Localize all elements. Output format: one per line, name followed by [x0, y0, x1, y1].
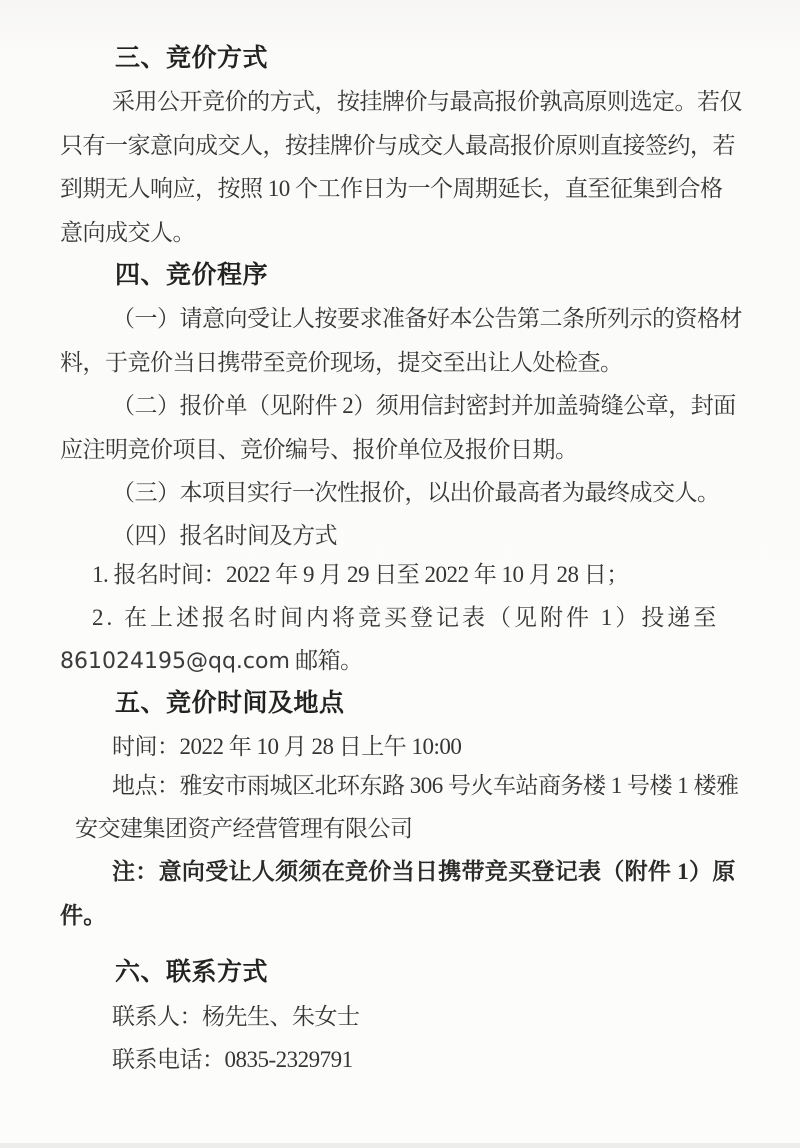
auction-location-line-2: 安交建集团资产经营管理有限公司 — [75, 816, 413, 842]
section4-item1-line-1: （一）请意向受让人按要求准备好本公告第二条所列示的资格材 — [112, 306, 742, 332]
auction-time-line: 时间：2022 年 10 月 28 日上午 10:00 — [112, 734, 462, 760]
section4-heading: 四、竞价程序 — [115, 260, 269, 289]
contact-phone-line: 联系电话：0835-2329791 — [112, 1046, 353, 1072]
section4-item2-line-1: （二）报价单（见附件 2）须用信封密封并加盖骑缝公章，封面 — [112, 393, 736, 419]
section3-paragraph-line-2: 只有一家意向成交人，按挂牌价与成交人最高报价原则直接签约，若 — [60, 132, 735, 158]
document-content — [60, 37, 750, 1081]
section4-item4-line: （四）报名时间及方式 — [112, 523, 337, 549]
section3-paragraph-line-3: 到期无人响应，按照 10 个工作日为一个周期延长，直至征集到合格 — [60, 176, 723, 202]
note-line-1: 注：意向受让人须须在竞价当日携带竞买登记表（附件 1）原 — [112, 859, 736, 885]
section5-heading: 五、竞价时间及地点 — [115, 688, 345, 717]
signup-email-line — [60, 639, 750, 682]
section6-heading: 六、联系方式 — [115, 958, 269, 987]
section4-item1-line-2: 料，于竞价当日携带至竞价现场，提交至出让人处检查。 — [60, 349, 623, 375]
email-text: 861024195@qq.com — [60, 649, 290, 675]
section4-item3-line: （三）本项目实行一次性报价，以出价最高者为最终成交人。 — [112, 479, 720, 505]
email-suffix-text: 邮箱。 — [289, 648, 363, 674]
section4-item2-line-2: 应注明竞价项目、竞价编号、报价单位及报价日期。 — [60, 436, 578, 462]
section3-heading: 三、竞价方式 — [115, 44, 269, 72]
page-bottom-edge — [0, 1143, 800, 1148]
section3-paragraph-line-4: 意向成交人。 — [60, 219, 195, 245]
auction-location-line-1: 地点：雅安市雨城区北环东路 306 号火车站商务楼 1 号楼 1 楼雅 — [112, 772, 739, 798]
note-line-2: 件。 — [60, 902, 107, 928]
contact-person-line: 联系人：杨先生、朱女士 — [112, 1003, 360, 1029]
signup-time-line: 1. 报名时间：2022 年 9 月 29 日至 2022 年 10 月 28 日； — [92, 561, 629, 587]
section3-paragraph-line-1: 采用公开竞价的方式，按挂牌价与最高报价孰高原则选定。若仅 — [112, 89, 742, 115]
signup-method-line: 2. 在上述报名时间内将竞买登记表（见附件 1）投递至 — [92, 605, 720, 631]
